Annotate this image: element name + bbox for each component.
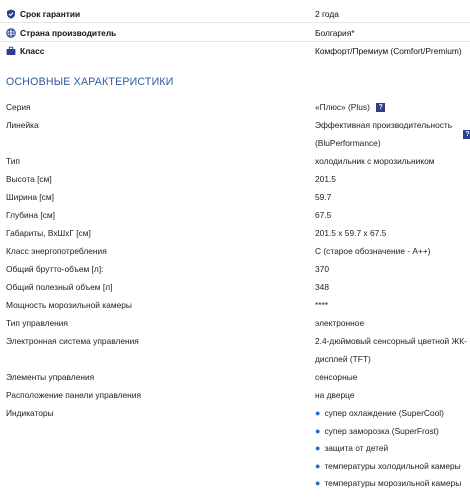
- help-icon[interactable]: ?: [463, 130, 470, 139]
- spec-value-line-1: Эффективная производительность: [315, 120, 453, 130]
- spec-label: Тип управления: [6, 318, 68, 328]
- spec-value: 67.5: [315, 210, 332, 220]
- spec-value-line-1: 2.4-дюймовый сенсорный цветной ЖК-: [315, 336, 467, 346]
- shield-check-icon: [6, 9, 16, 19]
- globe-icon: [6, 28, 16, 38]
- spec-label: Общий полезный объем [л]: [6, 282, 113, 292]
- spec-label: Ширина [см]: [6, 192, 54, 202]
- spec-label: Расположение панели управления: [6, 390, 142, 400]
- list-item: ● супер заморозка (SuperFrost): [315, 425, 439, 436]
- bullet-icon: ●: [315, 425, 321, 436]
- spec-value: C (старое обозначение - A++): [315, 246, 431, 256]
- spec-value-line-2: (BluPerformance): [315, 137, 381, 148]
- spec-value: [315, 120, 455, 155]
- spec-label: Мощность морозильной камеры: [6, 300, 132, 310]
- divider: [0, 41, 470, 42]
- class-value: Комфорт/Премиум (Comfort/Premium): [315, 46, 462, 56]
- divider: [0, 22, 470, 23]
- spec-label: Общий брутто-объем [л]:: [6, 264, 104, 274]
- list-item: ● супер охлаждение (SuperCool): [315, 408, 444, 418]
- spec-value: 370: [315, 264, 329, 274]
- spec-value: 201.5: [315, 174, 336, 184]
- spec-value: 59.7: [315, 192, 332, 202]
- spec-label: Глубина [см]: [6, 210, 55, 220]
- class-label: Класс: [20, 46, 45, 56]
- spec-label: Серия: [6, 102, 31, 112]
- spec-label: Габариты, ВхШхГ [см]: [6, 228, 91, 238]
- spec-label: Индикаторы: [6, 408, 54, 418]
- spec-value: 348: [315, 282, 329, 292]
- class-row: [0, 43, 470, 61]
- indicator-list: [315, 408, 462, 496]
- spec-label: Электронная система управления: [6, 336, 139, 346]
- spec-label: Класс энергопотребления: [6, 246, 107, 256]
- spec-value: на дверце: [315, 390, 355, 400]
- spec-label: Элементы управления: [6, 372, 95, 382]
- spec-value-line-2: дисплей (TFT): [315, 353, 371, 364]
- country-label: Страна производитель: [20, 28, 117, 38]
- briefcase-icon: [6, 46, 16, 56]
- warranty-value: 2 года: [315, 9, 339, 19]
- spec-label: Линейка: [6, 120, 39, 130]
- spec-value: сенсорные: [315, 372, 358, 382]
- bullet-icon: ●: [315, 460, 321, 471]
- bullet-icon: ●: [315, 443, 321, 453]
- spec-value-text: «Плюс» (Plus): [315, 102, 370, 112]
- help-icon[interactable]: ?: [376, 103, 385, 112]
- spec-label: Тип: [6, 156, 20, 166]
- bullet-icon: ●: [315, 408, 321, 418]
- bullet-icon: ●: [315, 478, 321, 488]
- spec-value: [315, 336, 467, 371]
- spec-label: Высота [см]: [6, 174, 52, 184]
- spec-value: 201.5 x 59.7 x 67.5: [315, 228, 387, 238]
- spec-value: холодильник с морозильником: [315, 156, 435, 166]
- spec-value: [315, 102, 455, 112]
- spec-value: электронное: [315, 318, 365, 328]
- spec-value: ****: [315, 300, 329, 310]
- list-item: ● температуры холодильной камеры: [315, 460, 461, 471]
- section-title: ОСНОВНЫЕ ХАРАКТЕРИСТИКИ: [6, 76, 174, 88]
- country-value: Болгария*: [315, 28, 355, 38]
- list-item: ● температуры морозильной камеры: [315, 478, 462, 488]
- warranty-label: Срок гарантии: [20, 9, 81, 19]
- list-item: ● защита от детей: [315, 443, 389, 453]
